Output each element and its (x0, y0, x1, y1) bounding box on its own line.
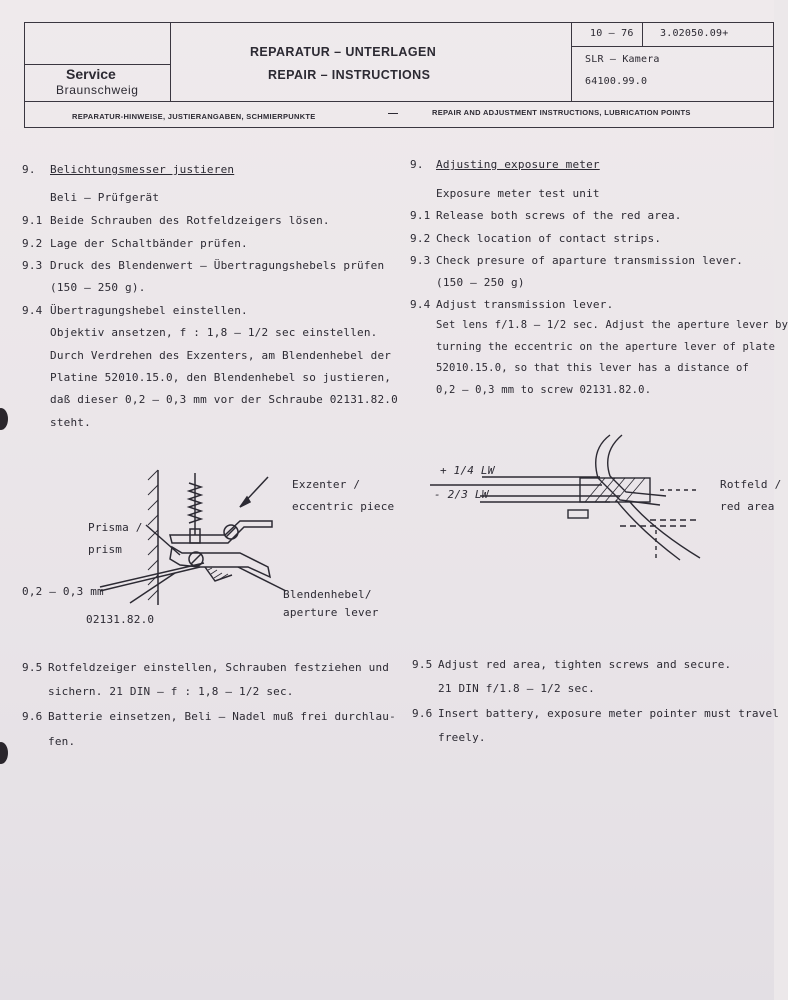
label-distance: 0,2 – 0,3 mm (22, 585, 104, 598)
german-item-text: steht. (50, 416, 91, 429)
camera-model: SLR – Kamera (585, 54, 660, 65)
german-item-text: sichern. 21 DIN – f : 1,8 – 1/2 sec. (48, 685, 294, 698)
german-item-text: Batterie einsetzen, Beli – Nadel muß frei durchlau- (48, 710, 396, 723)
header-divider (642, 22, 643, 46)
english-section-number: 9. (410, 158, 424, 171)
german-item-number: 9.1 (22, 214, 43, 227)
english-item-text: 52010.15.0, so that this lever has a distance of (436, 362, 750, 374)
english-item-text: Adjust transmission lever. (436, 298, 614, 311)
english-item-text: turning the eccentric on the aperture lever of plate (436, 341, 776, 353)
label-eccentric-english: eccentric piece (292, 500, 395, 513)
label-plus-lw: + 1/4 LW (440, 464, 495, 477)
city-label: Braunschweig (56, 83, 139, 97)
punch-hole (0, 742, 8, 764)
german-item-number: 9.6 (22, 710, 43, 723)
label-screw: 02131.82.0 (86, 613, 155, 626)
label-minus-lw: - 2/3 LW (434, 488, 489, 501)
english-item-text: 0,2 – 0,3 mm to screw 02131.82.0. (436, 384, 652, 396)
english-item-number: 9.3 (410, 254, 431, 267)
english-item-number: 9.2 (410, 232, 431, 245)
german-item-text: fen. (48, 735, 76, 748)
doc-number: 3.02050.09+ (660, 28, 729, 39)
german-item-text: Beide Schrauben des Rotfeldzeigers lösen. (50, 214, 330, 227)
english-item-text: Set lens f/1.8 – 1/2 sec. Adjust the aperture lever by (436, 319, 788, 331)
english-tool: Exposure meter test unit (436, 187, 600, 200)
english-item-text: (150 – 250 g) (436, 276, 525, 289)
header-divider (170, 22, 171, 102)
english-item-text: Check location of contact strips. (436, 232, 662, 245)
punch-hole (0, 408, 8, 430)
english-item-number: 9.5 (412, 658, 433, 671)
german-item-text: Übertragungshebel einstellen. (50, 304, 248, 317)
german-item-text: Durch Verdrehen des Exzenters, am Blendenhebel der (50, 349, 392, 362)
english-item-text: Check presure of aparture transmission lever. (436, 254, 744, 267)
german-item-text: Rotfeldzeiger einstellen, Schrauben festziehen und (48, 661, 390, 674)
german-item-text: Objektiv ansetzen, f : 1,8 – 1/2 sec einstellen. (50, 326, 378, 339)
strip-english: REPAIR AND ADJUSTMENT INSTRUCTIONS, LUBRICATION POINTS (432, 108, 691, 117)
header-divider (571, 22, 572, 102)
german-item-number: 9.2 (22, 237, 43, 250)
strip-dash: — (388, 108, 398, 119)
title-english: REPAIR – INSTRUCTIONS (268, 68, 431, 82)
english-item-number: 9.4 (410, 298, 431, 311)
english-item-text: 21 DIN f/1.8 – 1/2 sec. (438, 682, 595, 695)
title-german: REPARATUR – UNTERLAGEN (250, 45, 437, 59)
label-red-area-german: Rotfeld / (720, 478, 782, 491)
german-item-text: daß dieser 0,2 – 0,3 mm vor der Schraube 02131.82.0 (50, 393, 398, 406)
label-prism-english: prism (88, 543, 123, 556)
label-lever-english: aperture lever (283, 606, 379, 619)
german-item-number: 9.4 (22, 304, 43, 317)
label-prism-german: Prisma / (88, 521, 143, 534)
header-divider (571, 46, 774, 47)
label-lever-german: Blendenhebel/ (283, 588, 372, 601)
service-label: Service (66, 66, 116, 82)
red-area-diagram (420, 430, 720, 580)
english-item-text: Release both screws of the red area. (436, 209, 682, 222)
german-item-text: Druck des Blendenwert – Übertragungshebels prüfen (50, 259, 385, 272)
german-tool: Beli – Prüfgerät (50, 191, 160, 204)
german-item-text: Platine 52010.15.0, den Blendenhebel so justieren, (50, 371, 392, 384)
label-eccentric-german: Exzenter / (292, 478, 361, 491)
german-item-text: Lage der Schaltbänder prüfen. (50, 237, 248, 250)
strip-german: REPARATUR-HINWEISE, JUSTIERANGABEN, SCHMIERPUNKTE (72, 112, 316, 121)
german-section-title: Belichtungsmesser justieren (50, 163, 235, 176)
label-red-area-english: red area (720, 500, 775, 513)
german-section-number: 9. (22, 163, 36, 176)
english-section-title: Adjusting exposure meter (436, 158, 600, 171)
english-item-text: freely. (438, 731, 486, 744)
english-item-text: Adjust red area, tighten screws and secure. (438, 658, 732, 671)
english-item-number: 9.6 (412, 707, 433, 720)
english-item-text: Insert battery, exposure meter pointer must travel (438, 707, 780, 720)
part-number: 64100.99.0 (585, 76, 648, 87)
doc-date: 10 – 76 (590, 28, 634, 39)
german-item-number: 9.3 (22, 259, 43, 272)
german-item-text: (150 – 250 g). (50, 281, 146, 294)
german-item-number: 9.5 (22, 661, 43, 674)
english-item-number: 9.1 (410, 209, 431, 222)
